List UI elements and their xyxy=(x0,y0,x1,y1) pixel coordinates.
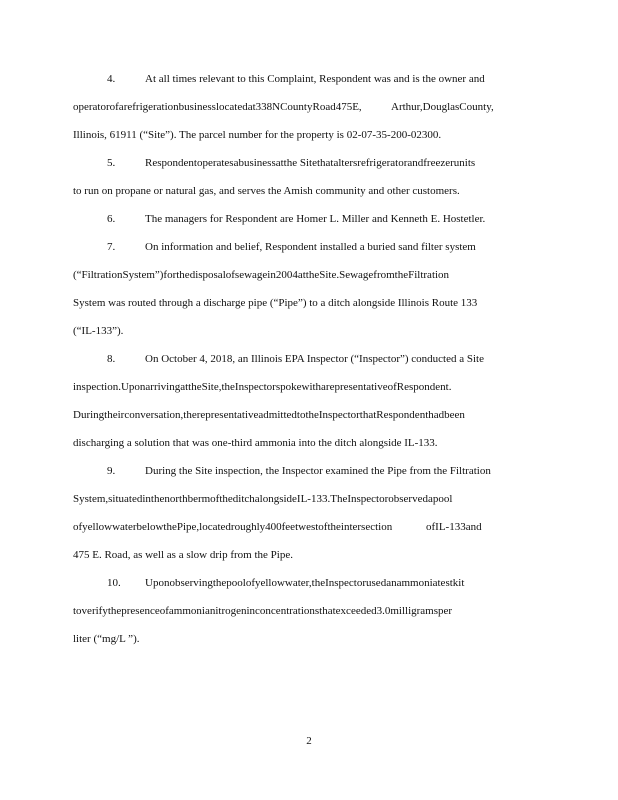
paragraph-text: At all times relevant to this Complaint, Respondent was and is the owner and xyxy=(145,73,485,85)
paragraph-text: Illinois, 61911 (“Site”). The parcel number for the property is 02-07-35-200-02300. xyxy=(73,129,442,141)
paragraph-text: (“IL-133”). xyxy=(73,325,124,337)
paragraph-text: System,situatedinthenorthbermoftheditchalongsideIL-133.TheInspectorobservedapool xyxy=(73,493,453,505)
paragraph-text: to run on propane or natural gas, and serves the Amish community and other customers. xyxy=(73,185,460,197)
paragraph-number: 10. xyxy=(107,577,121,589)
paragraph-text: The managers for Respondent are Homer L. Miller and Kenneth E. Hostetler. xyxy=(145,213,486,225)
page-number: 2 xyxy=(306,735,312,747)
paragraph-number: 6. xyxy=(107,213,116,225)
paragraph-text: ofIL-133and xyxy=(426,521,482,533)
paragraph-number: 8. xyxy=(107,353,116,365)
paragraph-text: On October 4, 2018, an Illinois EPA Inspector (“Inspector”) conducted a Site xyxy=(145,353,484,365)
paragraph-text: On information and belief, Respondent installed a buried sand filter system xyxy=(145,241,476,253)
paragraph-text: toverifythepresenceofammonianitrogeninconcentrationsthatexceeded3.0milligramsper xyxy=(73,605,453,617)
paragraph-text: Arthur,DouglasCounty, xyxy=(391,101,494,113)
paragraph-text: During the Site inspection, the Inspector examined the Pipe from the Filtration xyxy=(145,465,491,477)
paragraph-text: inspection.UponarrivingattheSite,theInspectorspokewitharepresentativeofRespondent. xyxy=(73,381,452,393)
paragraph-text: 475 E. Road, as well as a slow drip from the Pipe. xyxy=(73,549,293,561)
paragraph-text: Uponobservingthepoolofyellowwater,theInspectorusedanammoniatestkit xyxy=(145,577,465,589)
paragraph-number: 4. xyxy=(107,73,116,85)
paragraph-text: liter (“mg/L ”). xyxy=(73,633,140,645)
paragraph-text: operatorofarefrigerationbusinesslocatedat338NCountyRoad475E, xyxy=(73,101,362,113)
paragraph-text: ofyellowwaterbelowthePipe,locatedroughly400feetwestoftheintersection xyxy=(73,521,393,533)
paragraph-text: (“FiltrationSystem”)forthedisposalofsewagein2004attheSite.SewagefromtheFiltration xyxy=(73,269,450,281)
paragraph-text: discharging a solution that was one-third ammonia into the ditch alongside IL-133. xyxy=(73,437,438,449)
paragraph-number: 5. xyxy=(107,157,116,169)
paragraph-text: Respondentoperatesabusinessatthe Sitethataltersrefrigeratorandfreezerunits xyxy=(145,157,476,169)
paragraph-number: 7. xyxy=(107,241,116,253)
paragraph-number: 9. xyxy=(107,465,116,477)
paragraph-text: System was routed through a discharge pipe (“Pipe”) to a ditch alongside Illinois Route 133 xyxy=(73,297,478,309)
paragraph-text: Duringtheirconversation,therepresentativeadmittedtotheInspectorthatRespondenthadbeen xyxy=(73,409,465,421)
